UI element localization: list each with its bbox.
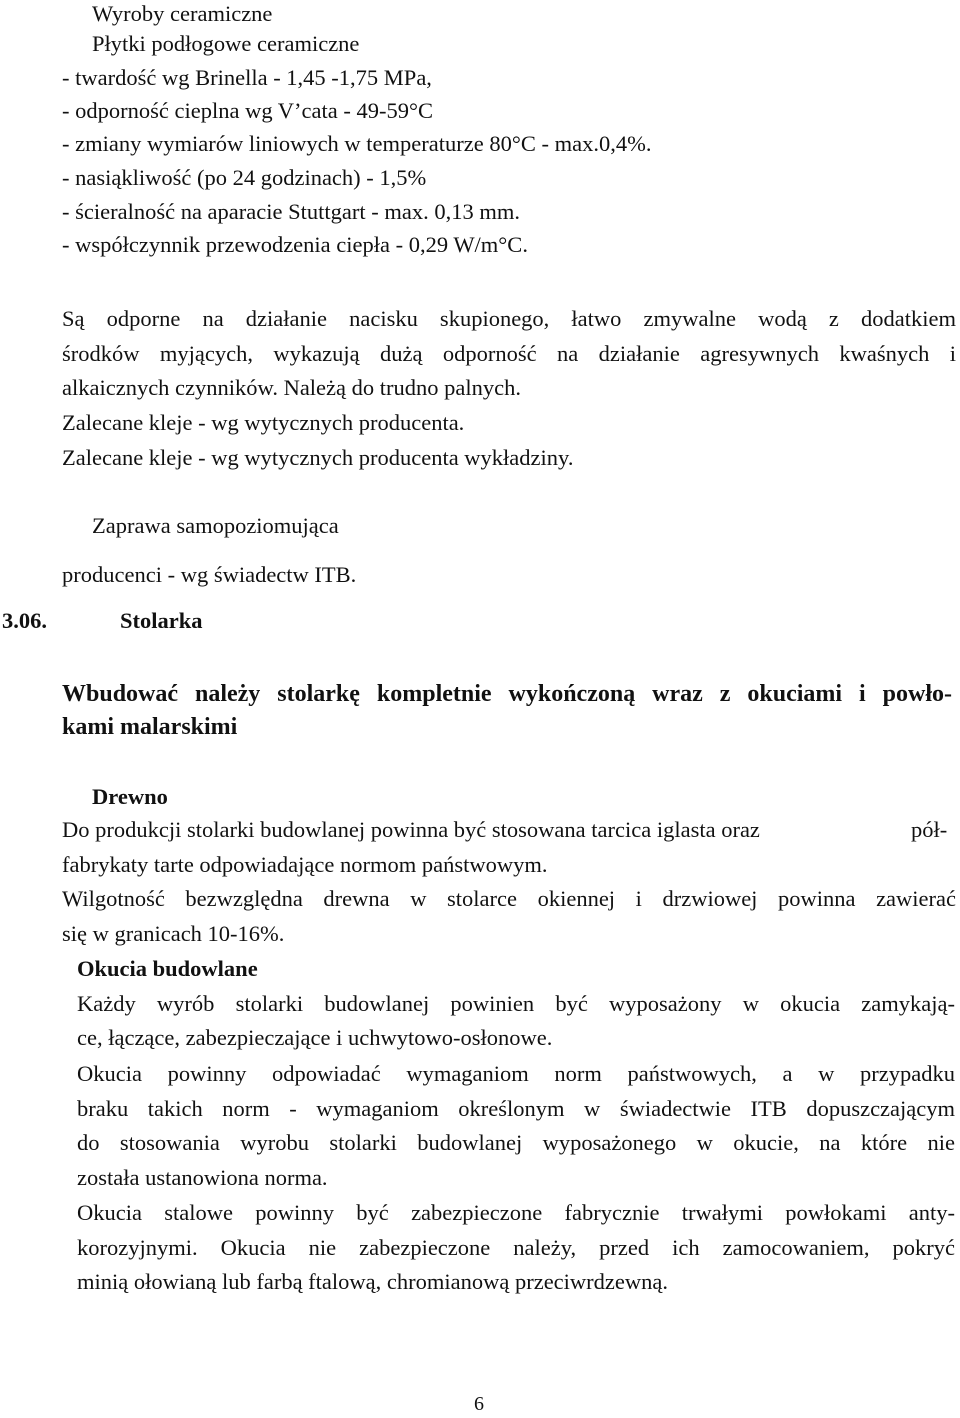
section-number: 3.06. [2,608,47,633]
section-lead-line: Wbudować należy stolarkę kompletnie wykończoną wraz z okuciami i powło- [62,681,952,707]
ceramic-title: Wyroby ceramiczne [92,1,273,26]
ceramic-prop: - zmiany wymiarów liniowych w temperaturze 80°C - max.0,4%. [62,131,652,156]
wood-paragraph-line: fabrykaty tarte odpowiadające normom państwowym. [62,852,548,877]
fittings-paragraph-line: ce, łączące, zabezpieczające i uchwytowo-osłonowe. [77,1025,553,1050]
section-title: Stolarka [120,608,203,633]
glue-note: Zalecane kleje - wg wytycznych producenta. [62,410,465,435]
fittings-paragraph-line: Każdy wyrób stolarki budowlanej powinien być wyposażony w okucia zamykają- [77,991,955,1016]
fittings-paragraph-line: Okucia stalowe powinny być zabezpieczone fabrycznie trwałymi powłokami anty- [77,1200,955,1225]
fittings-paragraph-line: braku takich norm - wymaganiom określonym w świadectwie ITB dopuszczającym [77,1096,955,1121]
ceramic-prop: - odporność cieplna wg V’cata - 49-59°C [62,98,433,123]
ceramic-prop: - twardość wg Brinella - 1,45 -1,75 MPa, [62,65,432,90]
wood-paragraph-hyphenated: pół- [911,817,948,842]
wood-paragraph-line: Do produkcji stolarki budowlanej powinna być stosowana tarcica iglasta oraz [62,817,760,842]
fittings-paragraph-line: minią ołowianą lub farbą ftalową, chromianową przeciwrdzewną. [77,1269,668,1294]
wood-paragraph-line: Wilgotność bezwzględna drewna w stolarce okiennej i drzwiowej powinna zawierać [62,886,956,911]
wood-title: Drewno [92,784,168,809]
fittings-paragraph-line: została ustanowiona norma. [77,1165,328,1190]
ceramic-paragraph-line: środków myjących, wykazują dużą odporność na działanie agresywnych kwaśnych i [62,341,956,366]
fittings-paragraph-line: do stosowania wyrobu stolarki budowlanej wyposażonego w okucie, na które nie [77,1130,955,1155]
mortar-title: Zaprawa samopoziomująca [92,513,339,538]
ceramic-paragraph-line: alkaicznych czynników. Należą do trudno palnych. [62,375,521,400]
fittings-paragraph-line: korozyjnymi. Okucia nie zabezpieczone należy, przed ich zamocowaniem, pokryć [77,1235,955,1260]
ceramic-prop: - nasiąkliwość (po 24 godzinach) - 1,5% [62,165,427,190]
ceramic-prop: - współczynnik przewodzenia ciepła - 0,29 W/m°C. [62,232,528,257]
fittings-paragraph-line: Okucia powinny odpowiadać wymaganiom norm państwowych, a w przypadku [77,1061,955,1086]
page-number: 6 [474,1393,484,1415]
ceramic-prop: - ścieralność na aparacie Stuttgart - max. 0,13 mm. [62,199,520,224]
glue-note-floor: Zalecane kleje - wg wytycznych producenta wykładziny. [62,445,574,470]
ceramic-paragraph-line: Są odporne na działanie nacisku skupionego, łatwo zmywalne wodą z dodatkiem [62,306,956,331]
wood-paragraph-line: się w granicach 10-16%. [62,921,285,946]
fittings-title: Okucia budowlane [77,956,258,981]
section-lead-line: kami malarskimi [62,714,238,740]
ceramic-subtitle: Płytki podłogowe ceramiczne [92,31,360,56]
mortar-text: producenci - wg świadectw ITB. [62,562,357,587]
